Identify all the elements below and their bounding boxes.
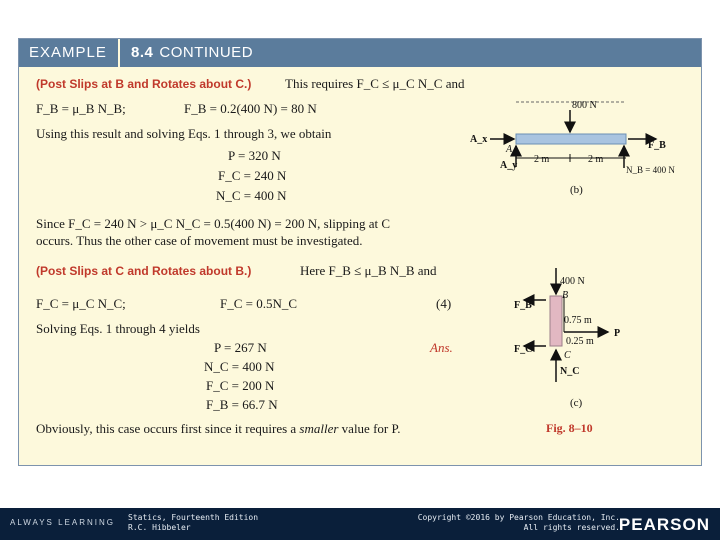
example-label: EXAMPLE <box>29 44 107 61</box>
fig-c-dim2: 0.25 m <box>566 336 594 347</box>
example-number-continued <box>131 39 253 67</box>
case1-eq-fb-symbolic: F_B = μ_B N_B; <box>36 101 126 116</box>
case2-result-fc: F_C = 200 N <box>206 378 275 393</box>
answer-label: Ans. <box>430 340 453 355</box>
figure-b-diagram <box>460 92 700 202</box>
figure-c-diagram <box>500 266 650 412</box>
fig-b-dim-right: 2 m <box>588 154 604 165</box>
fig-c-nc-label: N_C <box>560 366 580 377</box>
case2-eq-number: (4) <box>436 296 452 311</box>
fig-b-caption: (b) <box>570 184 583 196</box>
figure-caption: Fig. 8–10 <box>546 421 593 435</box>
case1-since-line: Since F_C = 240 N > μ_C N_C = 0.5(400 N) = 200 N, slipping at C <box>36 216 391 231</box>
case2-result-nc: N_C = 400 N <box>204 359 275 374</box>
book-author: R.C. Hibbeler <box>128 523 191 532</box>
case1-solve-text: Using this result and solving Eqs. 1 through 3, we obtain <box>36 126 332 141</box>
example-number: 8.4 <box>131 44 154 61</box>
pearson-logo: PEARSON <box>618 515 710 534</box>
book-title: Statics, Fourteenth Edition <box>128 513 259 522</box>
case1-result-nc: N_C = 400 N <box>216 188 287 203</box>
continued-label: CONTINUED <box>159 44 254 61</box>
footer-bar <box>0 508 720 540</box>
fig-c-caption: (c) <box>570 397 583 409</box>
always-learning-label: ALWAYS LEARNING <box>10 518 115 527</box>
case2-eq-fc-symbolic: F_C = μ_C N_C; <box>36 296 126 311</box>
case2-solve-text: Solving Eqs. 1 through 4 yields <box>36 321 200 336</box>
post-shape <box>550 296 562 346</box>
beam-shape <box>516 134 626 144</box>
fig-c-fc-label: F_C <box>514 344 533 355</box>
fig-b-a-label: A <box>506 144 513 155</box>
case2-eq-fc-numeric: F_C = 0.5N_C <box>220 296 298 311</box>
fig-b-fb-label: F_B <box>648 140 666 151</box>
case2-final-statement <box>36 421 401 437</box>
copyright-text: Copyright ©2016 by Pearson Education, Inc. <box>417 513 620 522</box>
figure-c <box>500 266 650 412</box>
fig-b-ax-label: A_x <box>470 134 488 145</box>
case1-conclusion: occurs. Thus the other case of movement must be investigated. <box>36 233 363 248</box>
case2-requires: Here F_B ≤ μ_B N_B and <box>300 263 437 278</box>
final-emphasis: smaller <box>299 421 339 436</box>
rights-text: All rights reserved. <box>523 523 620 532</box>
header-divider <box>118 39 120 67</box>
final-post: value for P. <box>338 421 401 436</box>
figure-b <box>460 92 700 202</box>
case1-result-p: P = 320 N <box>228 148 281 163</box>
fig-c-b-label: B <box>562 290 569 301</box>
fig-c-fb-label: F_B <box>514 300 532 311</box>
fig-b-load-label: 800 N <box>572 100 597 111</box>
case1-heading: (Post Slips at B and Rotates about C.) <box>36 77 252 91</box>
final-pre: Obviously, this case occurs first since it requires a <box>36 421 300 436</box>
fig-c-p-label: P <box>614 328 621 339</box>
case2-heading: (Post Slips at C and Rotates about B.) <box>36 264 252 278</box>
fig-c-c-label: C <box>564 350 571 361</box>
case1-result-fc: F_C = 240 N <box>218 168 287 183</box>
case2-result-p: P = 267 N <box>214 340 267 355</box>
fig-b-dim-left: 2 m <box>534 154 550 165</box>
case1-eq-fb-numeric: F_B = 0.2(400 N) = 80 N <box>184 101 317 116</box>
fig-b-nb-label: N_B = 400 N <box>626 165 675 175</box>
fig-c-dim1: 0.75 m <box>564 315 592 326</box>
book-info <box>128 513 258 533</box>
case2-result-fb: F_B = 66.7 N <box>206 397 278 412</box>
case1-requires: This requires F_C ≤ μ_C N_C and <box>285 76 465 91</box>
example-header <box>19 39 701 67</box>
fig-b-ay-label: A_y <box>500 160 518 171</box>
copyright-info <box>418 513 620 533</box>
fig-c-load-label: 400 N <box>560 276 585 287</box>
